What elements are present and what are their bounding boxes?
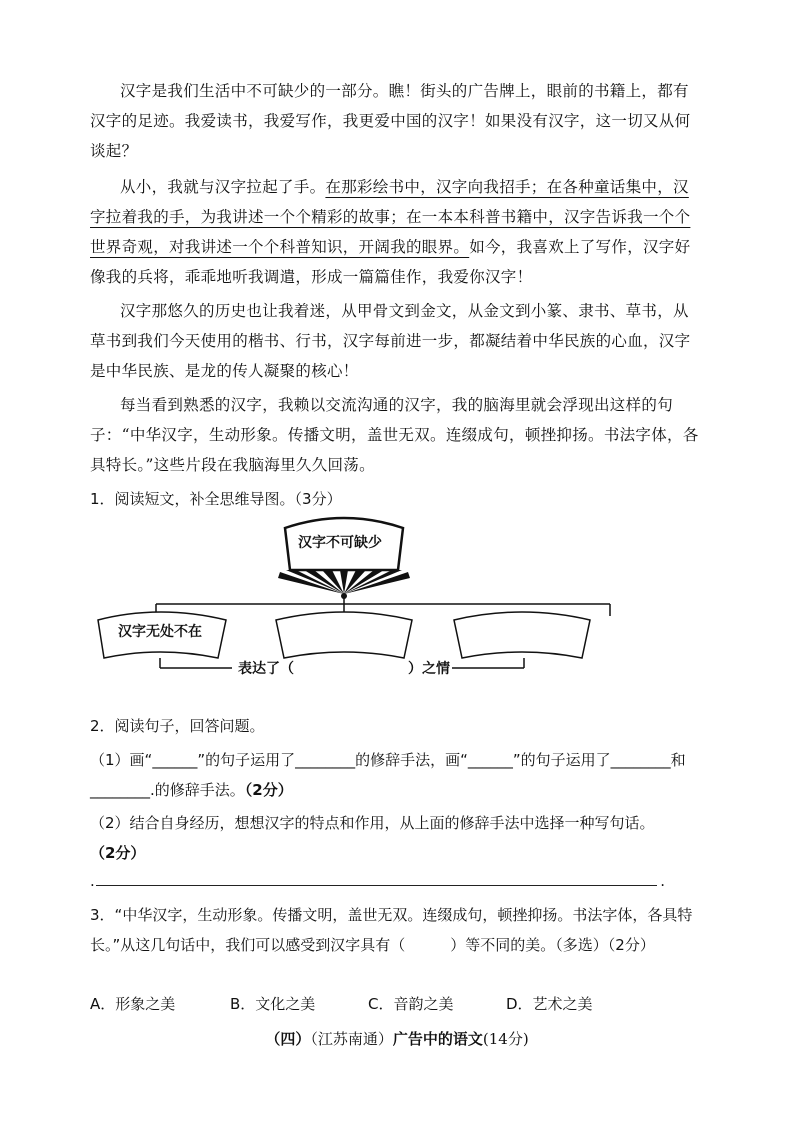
question-2-part-1-score: （2分） [244, 781, 293, 799]
section-title [0, 1028, 794, 1049]
question-3-options [90, 993, 702, 1021]
passage-text-3: 汉字那悠久的历史也让我着迷，从甲骨文到金文，从金文到小篆、隶书、草书，从草书到我们今天使用的楷书、行书，汉字每前进一步，都凝结着中华民族的心血，汉字是中华民族、是龙的传人凝聚的核心！ [90, 302, 691, 380]
mind-map-bottom-label-post: ）之情 [408, 661, 450, 677]
passage-text-2-end: 如今，我喜欢上了写作，汉字好像我的兵将，乖乖地听我调遣，形成一篇篇佳作，我爱你汉字！ [90, 238, 691, 286]
option-d[interactable]: D．艺术之美 [506, 995, 593, 1013]
answer-line-left-dot: . [90, 872, 95, 890]
option-a[interactable]: A．形象之美 [90, 995, 176, 1013]
mind-map-box-right[interactable] [454, 612, 590, 658]
question-2-part-1-text: （1）画“______”的句子运用了________的修辞手法，画“______”的句子运用了________和________.的修辞手法。 [90, 751, 686, 799]
question-3: 3．“中华汉字，生动形象。传播文明，盖世无双。连缀成句，顿挫抑扬。书法字体，各具特长。”从这几句话中，我们可以感受到汉字具有（ ）等不同的美。（多选）（2分） [90, 906, 693, 954]
question-2-title: 2．阅读句子，回答问题。 [90, 717, 265, 735]
passage-paragraph-2 [90, 172, 702, 292]
mind-map-box-middle[interactable] [276, 612, 412, 658]
section-score: (14分) [482, 1030, 529, 1048]
mind-map-left-label: 汉字无处不在 [118, 624, 202, 640]
question-1: 1．阅读短文，补全思维导图。（3分） [90, 490, 342, 508]
mind-map-top-label: 汉字不可缺少 [298, 535, 382, 551]
section-number: （四） [265, 1030, 311, 1048]
passage-paragraph-1 [90, 76, 702, 166]
option-b[interactable]: B．文化之美 [230, 995, 316, 1013]
question-2-part-2 [90, 808, 702, 868]
mind-map [90, 508, 702, 698]
passage-paragraph-3 [90, 296, 702, 386]
passage-text-4: 每当看到熟悉的汉字，我赖以交流沟通的汉字，我的脑海里就会浮现出这样的句子：“中华汉字，生动形象。传播文明，盖世无双。连缀成句，顿挫抑扬。书法字体，各具特长。”这些片段在我脑海里久久回荡。 [90, 396, 699, 474]
passage-paragraph-4 [90, 390, 702, 480]
question-2-part-1 [90, 745, 702, 805]
answer-line-right-dot: . [660, 872, 665, 890]
section-region: （江苏南通） [310, 1030, 393, 1048]
question-2-part-2-text: （2）结合自身经历，想想汉字的特点和作用，从上面的修辞手法中选择一种写句话。 [90, 814, 655, 832]
underlined-sentence: 在那彩绘书中，汉字向我招手；在各种童话集中，汉字拉着我的手，为我讲述一个个精彩的故事；在一本本科普书籍中，汉字告诉我一个个世界奇观，对我讲述一个个科普知识，开阔我的眼界。 [90, 178, 691, 256]
mind-map-bottom-label-pre: 表达了（ [238, 661, 294, 677]
answer-line[interactable] [90, 872, 665, 892]
answer-line-rule [96, 885, 657, 886]
option-c[interactable]: C．音韵之美 [368, 995, 454, 1013]
passage-text-2-start: 从小，我就与汉字拉起了手。 [120, 178, 326, 196]
mind-map-diagram [90, 508, 702, 698]
section-heading: 广告中的语文 [392, 1030, 483, 1048]
fan-icon [278, 518, 410, 599]
passage-text-1: 汉字是我们生活中不可缺少的一部分。瞧！街头的广告牌上，眼前的书籍上，都有汉字的足迹。我爱读书，我爱写作，我更爱中国的汉字！如果没有汉字，这一切又从何谈起？ [90, 82, 691, 160]
question-2-part-2-score: （2分） [90, 844, 146, 862]
